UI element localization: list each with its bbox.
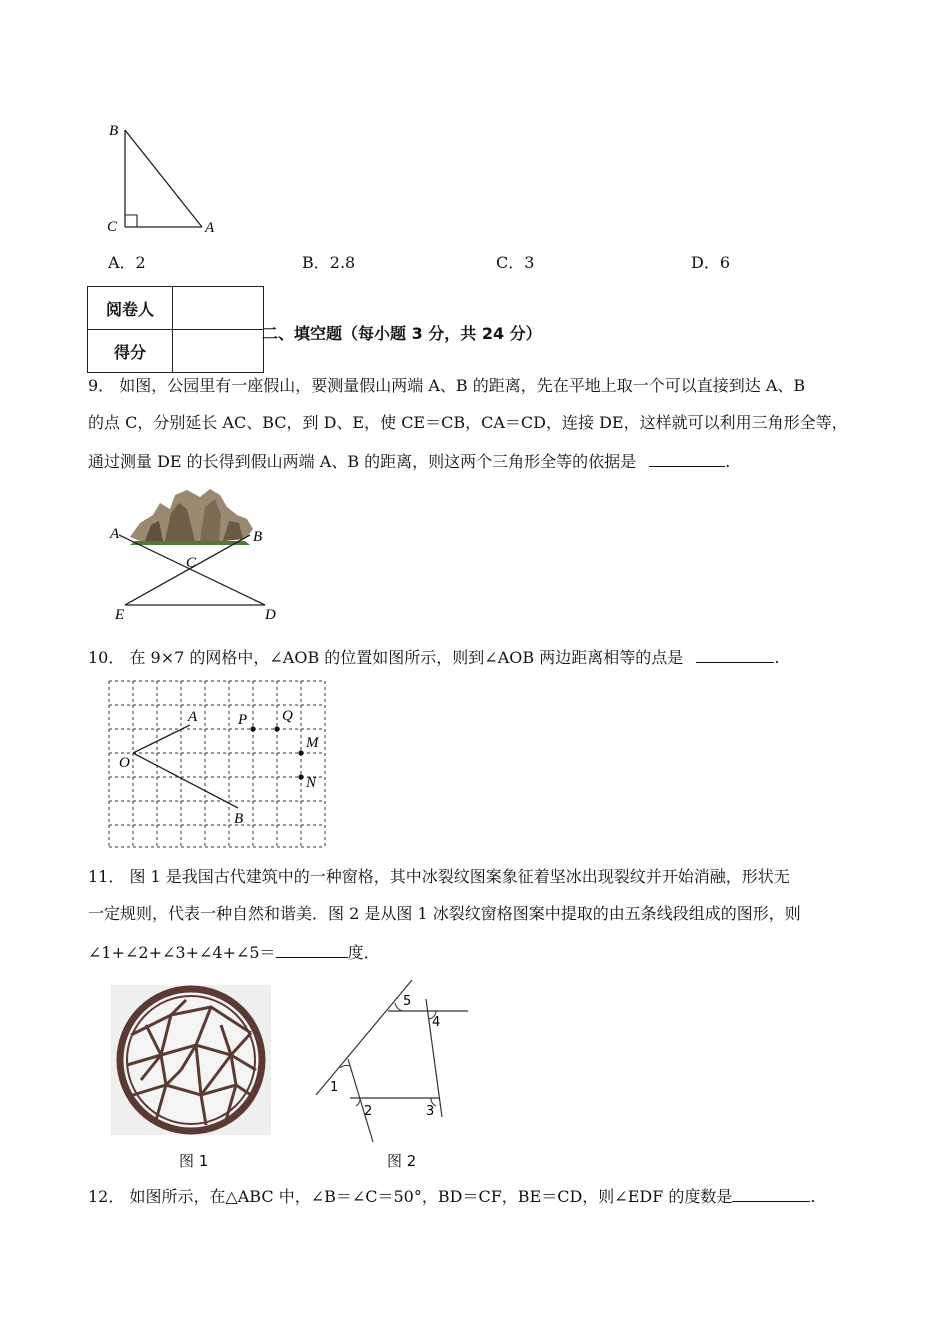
grid-lines bbox=[109, 681, 325, 847]
q11-answer-blank[interactable] bbox=[276, 941, 348, 958]
q9-line3 bbox=[88, 450, 730, 472]
q12-answer-blank[interactable] bbox=[732, 1185, 810, 1202]
q8-triangle-figure bbox=[100, 115, 230, 240]
q9-label-D: D bbox=[265, 607, 276, 623]
q8-option-b: B．2.8 bbox=[302, 253, 356, 272]
q8-label-B: B bbox=[109, 123, 119, 139]
q11-line2: 一定规则，代表一种自然和谐美．图 2 是从图 1 冰裂纹窗格图案中提取的由五条线段组成的图形，则 bbox=[88, 904, 801, 923]
q8-option-c: C．3 bbox=[496, 253, 535, 272]
q10-label-O: O bbox=[119, 755, 130, 771]
angle-label-4: 4 bbox=[432, 1015, 441, 1030]
q11-line3 bbox=[88, 941, 380, 963]
q10-label-N: N bbox=[306, 775, 317, 791]
q8-label-C: C bbox=[107, 219, 118, 235]
q11-end: 度． bbox=[347, 943, 380, 962]
q10-line1 bbox=[88, 646, 779, 668]
q10-grid-figure bbox=[100, 672, 340, 852]
q10-label-B: B bbox=[234, 811, 244, 827]
q11-window-figure bbox=[111, 985, 271, 1135]
q9-label-B: B bbox=[253, 529, 263, 545]
q10-answer-blank[interactable] bbox=[696, 646, 774, 663]
q10-label-A: A bbox=[188, 709, 198, 725]
q12-end: . bbox=[810, 1187, 816, 1206]
score-label: 得分 bbox=[88, 330, 173, 373]
q9-label-E: E bbox=[115, 607, 125, 623]
q11-line1: 11． 图 1 是我国古代建筑中的一种窗格，其中冰裂纹图案象征着坚冰出现裂纹并开始消融，形状无 bbox=[88, 867, 790, 886]
q12-line1 bbox=[88, 1185, 816, 1207]
score-box bbox=[87, 286, 264, 373]
grid-diagram bbox=[100, 672, 340, 852]
rockery-diagram bbox=[105, 485, 285, 625]
five-segments-diagram bbox=[310, 975, 475, 1145]
window-lattice-image bbox=[111, 985, 271, 1135]
q9-label-A: A bbox=[110, 526, 120, 542]
point-N bbox=[298, 774, 303, 779]
q9-label-C: C bbox=[186, 555, 197, 571]
point-M bbox=[298, 750, 303, 755]
score-cell bbox=[173, 330, 264, 373]
rockery-image bbox=[130, 489, 253, 545]
q10-line1-text: 10． 在 9×7 的网格中，∠AOB 的位置如图所示，则到∠AOB 两边距离相等的点是 bbox=[88, 648, 684, 667]
q8-label-A: A bbox=[205, 220, 215, 236]
q9-rockery-figure bbox=[105, 485, 285, 625]
q11-angles-figure bbox=[310, 975, 475, 1145]
q11-fig1-caption: 图 1 bbox=[179, 1152, 209, 1170]
q9-answer-blank[interactable] bbox=[649, 450, 725, 467]
q10-end: . bbox=[774, 648, 780, 667]
q11-fig2-caption: 图 2 bbox=[387, 1152, 417, 1170]
point-P bbox=[250, 726, 255, 731]
q8-option-d: D．6 bbox=[691, 253, 731, 272]
q8-option-a: A．2 bbox=[108, 253, 146, 272]
angle-label-3: 3 bbox=[426, 1104, 435, 1119]
right-triangle-diagram bbox=[100, 115, 230, 240]
q10-label-M: M bbox=[306, 735, 319, 751]
q9-line1: 9． 如图，公园里有一座假山，要测量假山两端 A、B 的距离，先在平地上取一个可以直接到达 A、B bbox=[88, 376, 806, 395]
angle-label-5: 5 bbox=[403, 994, 412, 1009]
q10-label-Q: Q bbox=[282, 708, 293, 724]
section2-title: 二、填空题（每小题 3 分，共 24 分） bbox=[262, 324, 542, 343]
q9-end: . bbox=[725, 452, 731, 471]
reviewer-label: 阅卷人 bbox=[88, 287, 173, 330]
angle-label-2: 2 bbox=[364, 1104, 373, 1119]
point-Q bbox=[274, 726, 279, 731]
reviewer-cell bbox=[173, 287, 264, 330]
q11-line3-text: ∠1+∠2+∠3+∠4+∠5＝ bbox=[88, 943, 276, 962]
angle-label-1: 1 bbox=[330, 1080, 339, 1095]
q10-label-P: P bbox=[238, 712, 248, 728]
q9-line3-text: 通过测量 DE 的长得到假山两端 A、B 的距离，则这两个三角形全等的依据是 bbox=[88, 452, 637, 471]
q12-line1-text: 12． 如图所示，在△ABC 中，∠B＝∠C＝50°，BD＝CF，BE＝CD，则∠EDF 的度数是 bbox=[88, 1187, 733, 1206]
q9-line2: 的点 C，分别延长 AC、BC，到 D、E，使 CE＝CB，CA＝CD，连接 DE，这样就可以利用三角形全等， bbox=[88, 413, 848, 432]
